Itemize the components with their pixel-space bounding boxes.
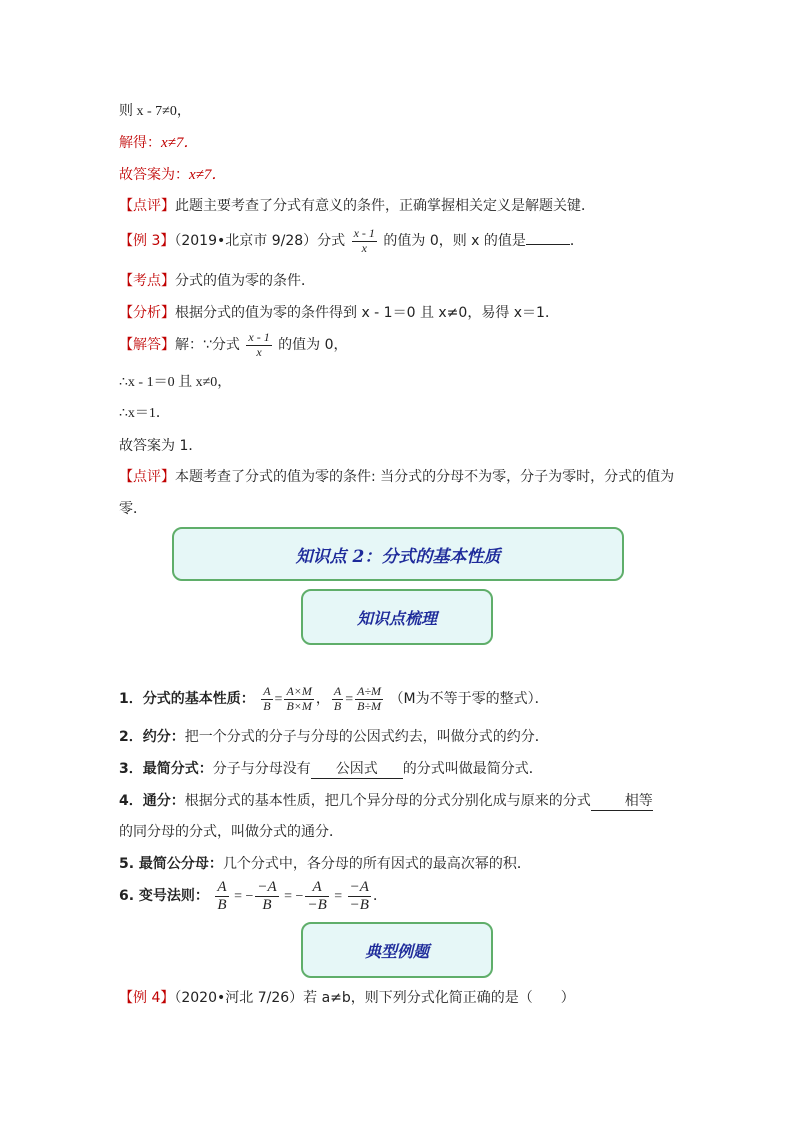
line-solve: [119, 134, 198, 152]
fraction: [332, 685, 343, 712]
item-text: 的同分母的分式，叫做分式的通分．: [119, 824, 343, 840]
item-note: （M为不等于零的整式）．: [389, 691, 549, 707]
step-1: ∴x - 1＝0 且 x≠0，: [119, 375, 232, 390]
fraction-numerator: x - 1: [353, 226, 375, 241]
item-text: 根据分式的基本性质，把几个异分母的分式分别化成与原来的分式: [184, 793, 591, 809]
fraction-numerator: −A: [257, 879, 277, 895]
jieda-post: 的值为 0，: [278, 337, 348, 353]
fraction-denominator: B×M: [286, 698, 312, 713]
fill-blank: 公因式: [311, 760, 403, 779]
item-text: 分子与分母没有: [212, 761, 311, 777]
item-label: 3．最简分式：: [119, 761, 213, 777]
item-text: 的分式叫做最简分式．: [402, 761, 543, 777]
answer-label: 故答案为：: [119, 167, 189, 183]
line-kaodian: [119, 272, 315, 290]
solve-value: x≠7．: [161, 135, 199, 151]
item-text: 几个分式中，各分母的所有因式的最高次幂的积．: [222, 856, 531, 872]
answer-blank: [526, 244, 570, 245]
solve-label: 解得：: [119, 135, 161, 151]
example-3-source: （2019•北京市 9/28）分式: [174, 233, 346, 249]
jieda-tag: 【解答】: [119, 337, 175, 353]
item-label: 2．约分：: [119, 729, 185, 745]
item-5: [119, 855, 531, 873]
fraction-numerator: x - 1: [248, 330, 270, 345]
knowledge-point-banner: [172, 527, 624, 581]
example-3-text: 的值为 0，则 x 的值是: [383, 233, 526, 249]
jieda-pre: 解：∵分式: [175, 337, 240, 353]
line-dianping-2-cont: [119, 500, 147, 518]
kaodian-text: 分式的值为零的条件．: [175, 273, 315, 289]
fraction: [215, 879, 228, 913]
dianping-cont: 零．: [119, 501, 147, 517]
fraction: [355, 685, 383, 712]
fraction-denominator: B: [333, 698, 342, 713]
fraction-numerator: A: [305, 879, 328, 897]
summary-banner: [301, 589, 493, 645]
line-x-minus-7: [119, 102, 191, 121]
answer-value: x≠7．: [189, 167, 227, 183]
item-3: [119, 760, 543, 779]
dianping-tag: 【点评】: [119, 198, 175, 214]
line-answer-2: [119, 437, 202, 455]
dianping-text: 本题考查了分式的值为零的条件: 当分式的分母不为零，分子为零时，分式的值为: [175, 469, 675, 485]
fraction: [305, 879, 328, 913]
fraction-denominator: B÷M: [357, 698, 382, 713]
item-4-cont: [119, 823, 343, 841]
fraction-numerator: −A: [349, 879, 369, 895]
fraction: [255, 879, 278, 913]
fraction-numerator: A: [217, 879, 227, 895]
fraction-numerator: A: [333, 684, 342, 699]
banner-title: 知识点 2：分式的基本性质: [295, 546, 501, 567]
item-text: 把一个分式的分子与分母的公因式约去，叫做分式的约分．: [184, 729, 549, 745]
item-4: [119, 792, 653, 811]
item-label: 5. 最简公分母：: [119, 856, 223, 872]
example-4: [119, 989, 575, 1007]
fraction-denominator: −B: [307, 896, 327, 913]
fraction-numerator: A÷M: [357, 684, 382, 699]
step-2: ∴x＝1．: [119, 406, 170, 421]
example-4-text: （2020•河北 7/26）若 a≠b，则下列分式化简正确的是（ ）: [174, 990, 575, 1006]
fraction-denominator: B: [262, 896, 272, 913]
banner-title: 典型例题: [364, 941, 429, 961]
example-3-tag: 【例 3】: [119, 233, 175, 249]
line-example-3: [119, 222, 584, 260]
fraction: [348, 879, 371, 913]
line-text: 则 x - 7≠0，: [119, 104, 191, 119]
typical-examples-banner: [301, 922, 493, 978]
example-4-tag: 【例 4】: [119, 990, 175, 1006]
fraction: [284, 685, 313, 712]
dianping-tag: 【点评】: [119, 469, 175, 485]
kaodian-tag: 【考点】: [119, 273, 175, 289]
item-label: 4．通分：: [119, 793, 185, 809]
fraction-denominator: −B: [349, 896, 369, 913]
item-1: 1．分式的基本性质： $\frac{A}{B}$ = $\frac{A\times M}{B\times M}$ ， $\frac{A}{B}$ = $\frac{A\div M}{B\div M}$ （M为不等于零的整式）．: [119, 684, 549, 713]
line-step-1: [119, 374, 231, 392]
fraction-numerator: A×M: [286, 684, 312, 699]
item-label: 1．分式的基本性质：: [119, 691, 255, 707]
fraction-denominator: x: [256, 344, 262, 359]
dianping-text: 此题主要考查了分式有意义的条件，正确掌握相关定义是解题关键．: [175, 198, 595, 214]
line-dianping-2: [119, 468, 674, 486]
item-6: 6. 变号法则： $\frac{A}{B}$ = − $\frac{-A}{B}$ = − $\frac{A}{-B}$ = $\frac{-A}{-B}$ ．: [119, 879, 387, 913]
fraction-denominator: B: [263, 698, 271, 713]
item-label: 6. 变号法则：: [119, 888, 209, 904]
example-3-fraction: [352, 227, 377, 254]
line-jieda: [119, 326, 348, 364]
fraction: [261, 685, 272, 712]
jieda-fraction: [246, 331, 271, 358]
answer-text: 故答案为 1．: [119, 438, 203, 454]
line-dianping-1: [119, 197, 595, 215]
fraction-denominator: B: [217, 896, 227, 913]
fraction-denominator: x: [361, 240, 367, 255]
line-answer-1: [119, 166, 226, 184]
item-2: [119, 728, 549, 746]
fill-blank: 相等: [591, 792, 653, 811]
banner-title: 知识点梳理: [356, 608, 437, 628]
line-step-2: [119, 405, 170, 423]
line-fenxi: [119, 304, 559, 322]
example-3-end: ．: [569, 233, 584, 249]
fenxi-text: 根据分式的值为零的条件得到 x - 1＝0 且 x≠0，易得 x＝1．: [175, 305, 559, 321]
fenxi-tag: 【分析】: [119, 305, 175, 321]
fraction-numerator: A: [263, 684, 271, 699]
